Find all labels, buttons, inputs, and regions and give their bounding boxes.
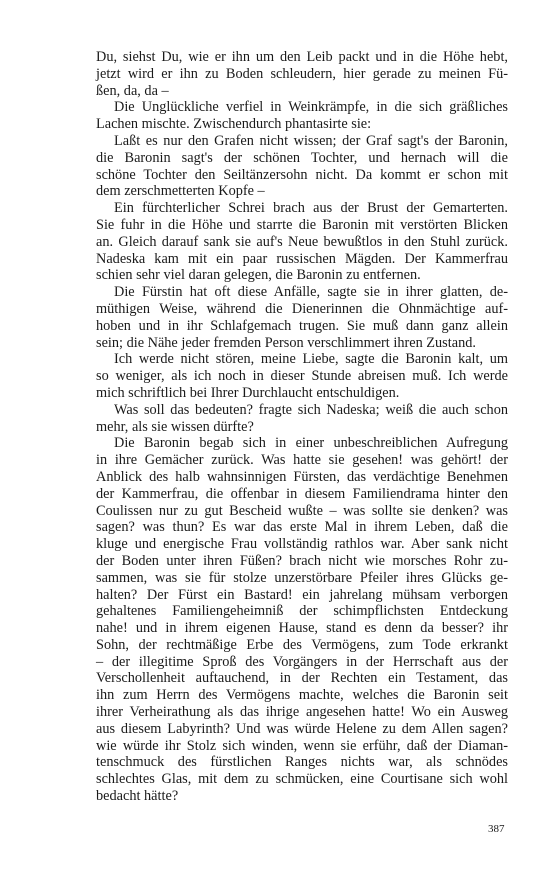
text-line: hoben und in ihr Schlafgemach trugen. Sie muß dann ganz allein [96, 317, 508, 334]
text-line: tenschmuck des fürstlichen Ranges nichts war, als schnödes [96, 754, 508, 771]
text-line: Die Baronin begab sich in einer unbeschreiblichen Aufregung [114, 435, 508, 452]
text-line: bedacht hätte? [96, 788, 179, 805]
text-line: die Baronin sagt's der schönen Tochter, und hernach will die [96, 149, 508, 166]
text-line: Ich werde nicht stören, meine Liebe, sagte die Baronin kalt, um [114, 351, 508, 368]
text-line: sein; die Nähe jeder fremden Person verschlimmert ihren Zustand. [96, 334, 476, 351]
text-line: sammen, was sie für stolze unzerstörbare Pfeiler ihres Glücks ge- [96, 569, 508, 586]
text-line: aus diesem Labyrinth? Und was würde Helene zu dem Allen sagen? [96, 720, 508, 737]
text-line: mehr, als sie wissen dürfte? [96, 418, 254, 435]
text-line: Coulissen nur zu gut Bescheid wußte – was sollte sie denken? was [96, 502, 508, 519]
text-line: Die Fürstin hat oft diese Anfälle, sagte sie in ihrer glatten, de- [114, 284, 508, 301]
text-line: dem zerschmetterten Kopfe – [96, 183, 265, 200]
text-line: Die Unglückliche verfiel in Weinkrämpfe, in die sich gräßliches [114, 99, 508, 116]
text-line: ßen, da, da – [96, 82, 169, 99]
text-line: mich schriftlich bei Ihrer Durchlaucht entschuldigen. [96, 384, 400, 401]
text-line: nahe! und in ihrem eigenen Hause, stand es denn da besser? ihr [96, 620, 508, 637]
text-line: Nadeska kam mit ein paar russischen Mägden. Der Kammerfrau [96, 250, 508, 267]
text-line: gehaltenes Familiengeheimniß der schimpflichsten Entdeckung [96, 603, 508, 620]
text-line: schien sehr viel daran gelegen, die Baronin zu entfernen. [96, 267, 421, 284]
text-line: ihrer Verheirathung als das ihrige angesehen hatte! Wo ein Ausweg [96, 704, 508, 721]
page-number: 387 [488, 823, 505, 835]
text-line: müthigen Weise, während die Dienerinnen die Ohnmächtige auf- [96, 300, 508, 317]
text-line: Sie fuhr in die Höhe und starrte die Baronin mit verstörten Blicken [96, 216, 508, 233]
text-line: schlechtes Glas, mit dem zu schmücken, eine Courtisane sich wohl [96, 771, 508, 788]
text-line: kluge und energische Frau vollständig rathlos war. Aber sank nicht [96, 536, 508, 553]
body-text [96, 49, 508, 805]
text-line: in ihre Gemächer zurück. Was hatte sie gesehen! was gehört! der [96, 452, 508, 469]
text-line: – der illegitime Sproß des Vorgängers in der Herrschaft aus der [96, 653, 508, 670]
text-line: schöne Tochter den Seiltänzersohn nicht. Da kommt er schon mit [96, 166, 508, 183]
text-line: wie würde ihr Stolz sich winden, wenn sie erführ, daß der Diaman- [96, 737, 508, 754]
text-line: ihn zum Herrn des Vermögens machte, welches die Baronin seit [96, 687, 508, 704]
text-line: Laßt es nur den Grafen nicht wissen; der Graf sagt's der Baronin, [114, 132, 508, 149]
text-line: jetzt wird er ihn zu Boden schleudern, hier gerade zu meinen Fü- [96, 65, 508, 82]
text-line: Ein fürchterlicher Schrei brach aus der Brust der Gemarterten. [114, 200, 508, 217]
text-line: Du, siehst Du, wie er ihn um den Leib packt und in die Höhe hebt, [96, 49, 508, 65]
text-line: der Boden unter ihren Füßen? brach nicht wie morsches Rohr zu- [96, 552, 508, 569]
text-line: so weniger, als ich noch in dieser Stunde abreisen muß. Ich werde [96, 368, 508, 385]
text-line: an. Gleich darauf sank sie auf's Neue bewußtlos in den Stuhl zurück. [96, 233, 508, 250]
text-line: Lachen mischte. Zwischendurch phantasirte sie: [96, 116, 372, 133]
text-line: Verschollenheit auftauchend, in der Rechten ein Testament, das [96, 670, 508, 687]
text-line: Anblick des halb wahnsinnigen Fürsten, das verdächtige Benehmen [96, 468, 508, 485]
text-line: Was soll das bedeuten? fragte sich Nadeska; weiß die auch schon [114, 401, 508, 418]
text-line: Sohn, der rechtmäßige Erbe des Vermögens, zum Tode erkrankt [96, 636, 508, 653]
text-line: der Kammerfrau, die offenbar in diesem Familiendrama hinter den [96, 485, 508, 502]
text-line: halten? Der Fürst ein Bastard! ein jahrelang mühsam verborgen [96, 586, 508, 603]
text-line: sagen? was thun? Es war das erste Mal in ihrem Leben, daß die [96, 519, 508, 536]
